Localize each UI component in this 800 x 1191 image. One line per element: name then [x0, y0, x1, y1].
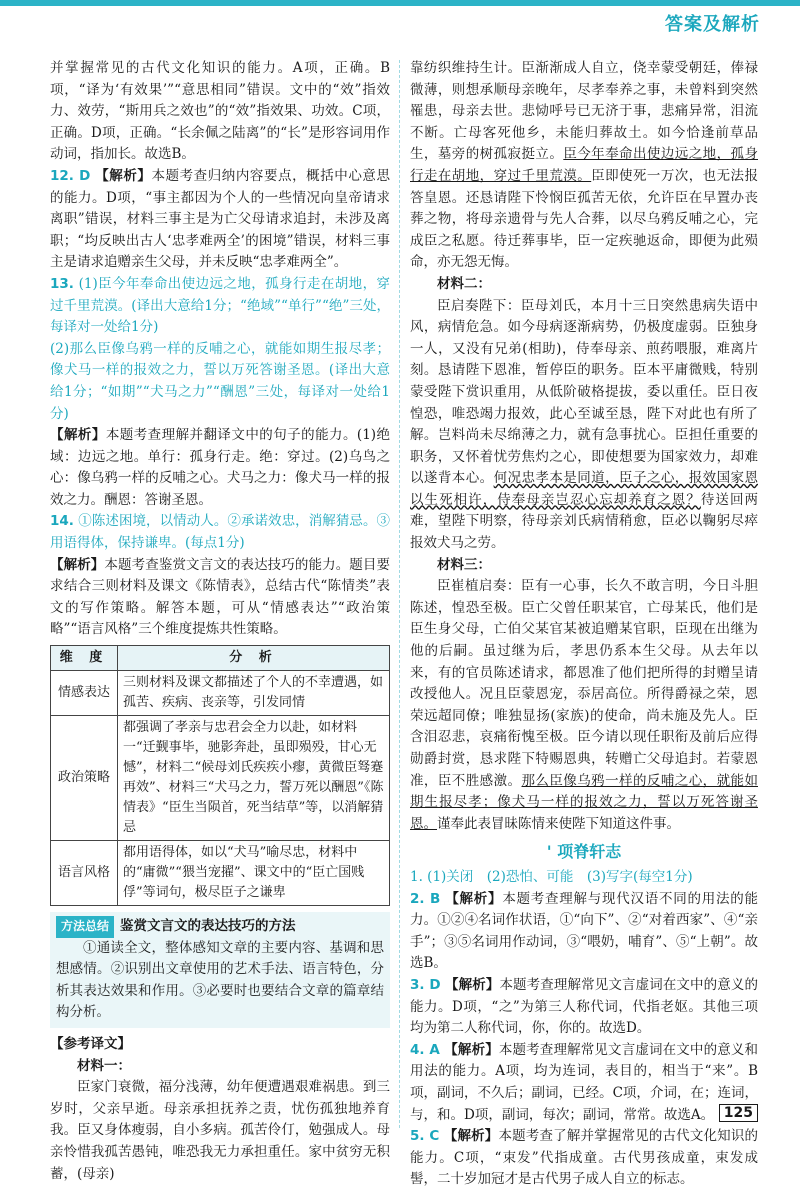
material-2-label: 材料二： — [437, 275, 491, 292]
table-cell-analysis: 三则材料及课文都描述了个人的不幸遭遇，如孤苦、疾病、丧亲等，引发同情 — [118, 671, 390, 716]
right-column — [410, 58, 758, 1191]
q14-analysis — [50, 555, 390, 641]
q13-answer-1 — [50, 274, 390, 339]
section-q2-text: 本题考查理解与现代汉语不同的用法的能力。①②④名词作状语，①“向下”、②“对着西家”、④“亲手”；③⑤名词用作动词，③“喂奶，哺育”、⑤“上朝”。故选B。 — [410, 890, 759, 972]
section-q4-number: 4. A — [410, 1041, 440, 1058]
q13-number: 13. — [50, 275, 74, 292]
analysis-table — [50, 645, 390, 906]
section-q4-tag: 【解析】 — [444, 1041, 499, 1058]
table-cell-dimension: 政治策略 — [51, 716, 118, 841]
q13-analysis — [50, 425, 390, 511]
q13-analysis-text: 本题考查理解并翻译文中的句子的能力。(1)绝域：边远之地。单行：孤身行走。绝：穿过。(2)乌鸟之心：像乌鸦一样的反哺之心。犬马之力：像犬马一样的报效之力。酬恩：答谢圣恩。 — [50, 427, 391, 508]
table-cell-dimension: 情感表达 — [51, 671, 118, 716]
section-q5-text: 本题考查了解并掌握常见的古代文化知识的能力。C项，“束发”代指成童。古代男孩成童，束发成髻，二十岁加冠才是古代男子成人自立的标志。 — [410, 1128, 759, 1188]
section-q3-number: 3. D — [410, 976, 441, 993]
material-2-wavy: 何况忠孝本是同道，臣子之心，报效国家恩以生死相许，侍奉母亲岂忍心忘却养育之恩？ — [410, 470, 758, 508]
page-header — [0, 0, 800, 52]
table-row — [51, 716, 390, 841]
section-q3 — [410, 975, 758, 1040]
material-1-continued-b: 臣即使死一万次，也无法报答皇恩。还恳请陛下怜悯臣孤苦无依，允许臣在早置办丧葬之物，将母亲遗骨与先人合葬，以尽乌鸦反哺之心，完成臣之私愿。待迁葬事毕，臣一定疾驰返命，即便为此殒命，亦无怨无悔。 — [410, 167, 758, 271]
section-q4-text: 本题考查理解常见文言虚词在文中的意义和用法的能力。A项，均为连词，表目的，相当于“来”。B项，副词，不久后；副词，已经。C项，介词，在；连词，与，和。D项，副词，每次；副词，常常。故选A。 — [410, 1041, 759, 1123]
q12-block — [50, 166, 390, 274]
method-text: ①通读全文，整体感知文章的主要内容、基调和思想感情。②识别出文章使用的艺术手法、语言特色，分析其表达效果和作用。③必要时也要结合文章的篇章结构分析。 — [56, 939, 384, 1021]
method-badge: 方法总结 — [56, 916, 114, 938]
section-q2-number: 2. B — [410, 890, 441, 907]
table-cell-analysis: 都用语得体，如以“犬马”喻尽忠，材料中的“庸微”“猥当宠擢”、课文中的“臣亡国贱俘”等词句，极尽臣子之谦卑 — [118, 841, 390, 906]
material-2-text-a: 臣启奏陛下：臣母刘氏，本月十三日突然患病失语中风，病情危急。如今母病逐渐病势，仍极度虚弱。臣独身一人，又没有兄弟(相助)，侍奉母亲、煎药喂服，难离片刻。恳请陛下恩准，暂停臣的职务。臣本平庸微贱，特别蒙受陛下赏识重用，从低阶破格提拔，委以重任。臣日夜惶恐，唯恐竭力报效，此心至诚至恳，陛下对此也有所了解。岂料尚未尽绵薄之力，就有急事扰心。臣担任重要的职务，又怀着忧劳焦灼之心，即使想要为国家效力，却难以遂背本心。 — [410, 297, 758, 487]
material-1-label: 材料一： — [77, 1057, 131, 1074]
q14-tag: 【解析】 — [50, 556, 105, 573]
q14-answer-text: ①陈述困境，以情动人。②承诺效忠，消解猜忌。③用语得体，保持谦卑。(每点1分) — [50, 513, 391, 552]
q13-tag: 【解析】 — [50, 427, 106, 444]
q13-answer-1-text: (1)臣今年奉命出使边远之地，孤身行走在胡地，穿过千里荒漠。(译出大意给1分；“绝域”“单行”“绝”三处，每译对一处给1分) — [50, 275, 391, 336]
material-1-underlined: 臣今年奉命出使边远之地，孤身行走在胡地，穿过千里荒漠。 — [410, 146, 758, 184]
section-q2-tag: 【解析】 — [445, 890, 503, 907]
table-cell-dimension: 语言风格 — [51, 841, 118, 906]
reference-translation-title: 【参考译文】 — [50, 1036, 131, 1052]
left-column — [50, 58, 390, 1185]
table-row — [51, 671, 390, 716]
material-3-label: 材料三： — [437, 556, 491, 573]
intro-paragraph: 并掌握常见的古代文化知识的能力。A项，正确。B项，“译为‘有效果’”“意思相同”错误。文中的“效”指效力、效劳，“斯用兵之效也”的“效”指效果、功效。C项，正确。D项，正确。“长余佩之陆离”的“长”是形容词用作动词，指加长。故选B。 — [50, 60, 390, 163]
material-1-continued — [410, 58, 758, 274]
section-q5-tag: 【解析】 — [443, 1128, 499, 1145]
method-header — [56, 916, 384, 938]
q14-answer — [50, 511, 390, 554]
page-number: 125 — [719, 1104, 758, 1122]
q14-analysis-text: 本题考查鉴赏文言文的表达技巧的能力。题目要求结合三则材料及课文《陈情表》，总结古代“陈情类”表文的写作策略。解答本题，可从“情感表达”“政治策略”“语言风格”三个维度提炼共性策略。 — [50, 556, 391, 638]
q12-text: 本题考查归纳内容要点，概括中心意思的能力。D项，“事主都因为个人的一些情况向皇帝请求离职”错误，材料三事主是为亡父母请求追封，未涉及离职；“均反映出古人‘忠孝难两全’的困境”错误，材料三事主是请求追赠亲生父母，并未反映“忠孝难两全”。 — [50, 167, 390, 271]
material-2-text — [410, 296, 758, 555]
q13-answer-2: (2)那么臣像乌鸦一样的反哺之心，就能如期生报尽孝；像犬马一样的报效之力，誓以万死答谢圣恩。(译出大意给1分；“如期”“犬马之力”“酬恩”三处，每译对一处给1分) — [50, 340, 390, 422]
table-row — [51, 841, 390, 906]
section-q5 — [410, 1126, 758, 1191]
q12-number: 12. D — [50, 167, 91, 184]
section-q3-tag: 【解析】 — [444, 976, 500, 993]
table-cell-analysis: 都强调了孝亲与忠君会全力以赴，如材料一“迁觐事毕，驰影奔赴，虽即殒殁，甘心无憾”，材料二“候母刘氏疾疾小瘳，黄微臣驽蹇再效”、材料三“犬马之力，誓万死以酬恩”《陈情表》“臣生当陨首，死当结草”等，以消解猜忌 — [118, 716, 390, 841]
method-summary-box — [50, 912, 390, 1028]
header-stripe — [0, 0, 800, 6]
section-q2 — [410, 889, 758, 975]
section-title: ' 项脊轩志 — [546, 842, 622, 862]
material-3-text-b: 谨奉此表冒昧陈情来使陛下知道这件事。 — [437, 815, 680, 832]
material-2-text-b: 待送回两难，望陛下明察，待母亲刘氏病情稍愈，臣必以鞠躬尽瘁报效犬马之劳。 — [410, 491, 759, 552]
section-q3-text: 本题考查理解常见文言虚词在文中的意义的能力。D项，“之”为第三人称代词，代指老妪。其他三项均为第二人称代词，你，你的。故选D。 — [410, 976, 759, 1037]
table-header-row — [51, 646, 390, 671]
table-header-dimension: 维 度 — [51, 646, 118, 671]
section-q5-number: 5. C — [410, 1128, 440, 1145]
section-q1: 1. (1)关闭 (2)恐怕、可能 (3)写字(每空1分) — [410, 868, 693, 885]
material-1-continued-a: 靠纺织维持生计。臣渐渐成人自立，侥幸蒙受朝廷，俸禄微薄，则想承顺母亲晚年，尽孝奉养之事，未曾料到突然罹患，母亲去世。悲恸呼号已无济于事，悲痛异常，泪流不断。亡母客死他乡，未能归葬故土。如今恰逢前草品生，墓旁的树孤寂挺立。 — [410, 60, 758, 163]
table-header-analysis: 分 析 — [118, 646, 390, 671]
q14-number: 14. — [50, 513, 74, 530]
section-q4 — [410, 1040, 758, 1126]
q12-tag: 【解析】 — [95, 167, 152, 184]
method-title: 鉴赏文言文的表达技巧的方法 — [120, 918, 296, 935]
material-3-underlined: 那么臣像乌鸦一样的反哺之心，就能如期生报尽孝；像犬马一样的报效之力，誓以万死答谢圣恩。 — [410, 772, 758, 832]
material-3-text — [410, 576, 758, 835]
header-title: 答案及解析 — [665, 14, 760, 35]
column-divider — [399, 60, 400, 1128]
material-3-text-a: 臣崔植启奏：臣有一心事，长久不敢言明，今日斗胆陈述，惶恐至极。臣亡父曾任职某官，亡母某氏，他们是臣生身父母，亡伯父某官某被追赠某官职，臣现在出继为他的后嗣。虽过继为后，孝思仍系本生父母。从去年以来，有的官员陈述请求，都恩准了他们把所得的封赠呈请改授他人。况且臣蒙恩宠，忝居高位。所得爵禄之荣，恩荣远超同僚；唯独显扬(家族)的使命，尚未施及先人。臣含泪忍悲，哀痛衔愧至极。臣今请以现任职衔及前后应得勋爵封赏，恳求陛下特赐恩典，转赠亡父母追封。若蒙恩准，臣不胜感激。 — [410, 578, 758, 789]
material-1-text: 臣家门衰微，福分浅薄，幼年便遭遇艰难祸患。到三岁时，父亲早逝。母亲承担抚养之责，忧伤孤独地养育我。臣又身体瘦弱，自小多病。孤苦伶仃，勉强成人。母亲怜惜我孤苦愚钝，唯恐我无力承担重任。家中贫穷无积蓄，(母亲) — [50, 1079, 390, 1182]
